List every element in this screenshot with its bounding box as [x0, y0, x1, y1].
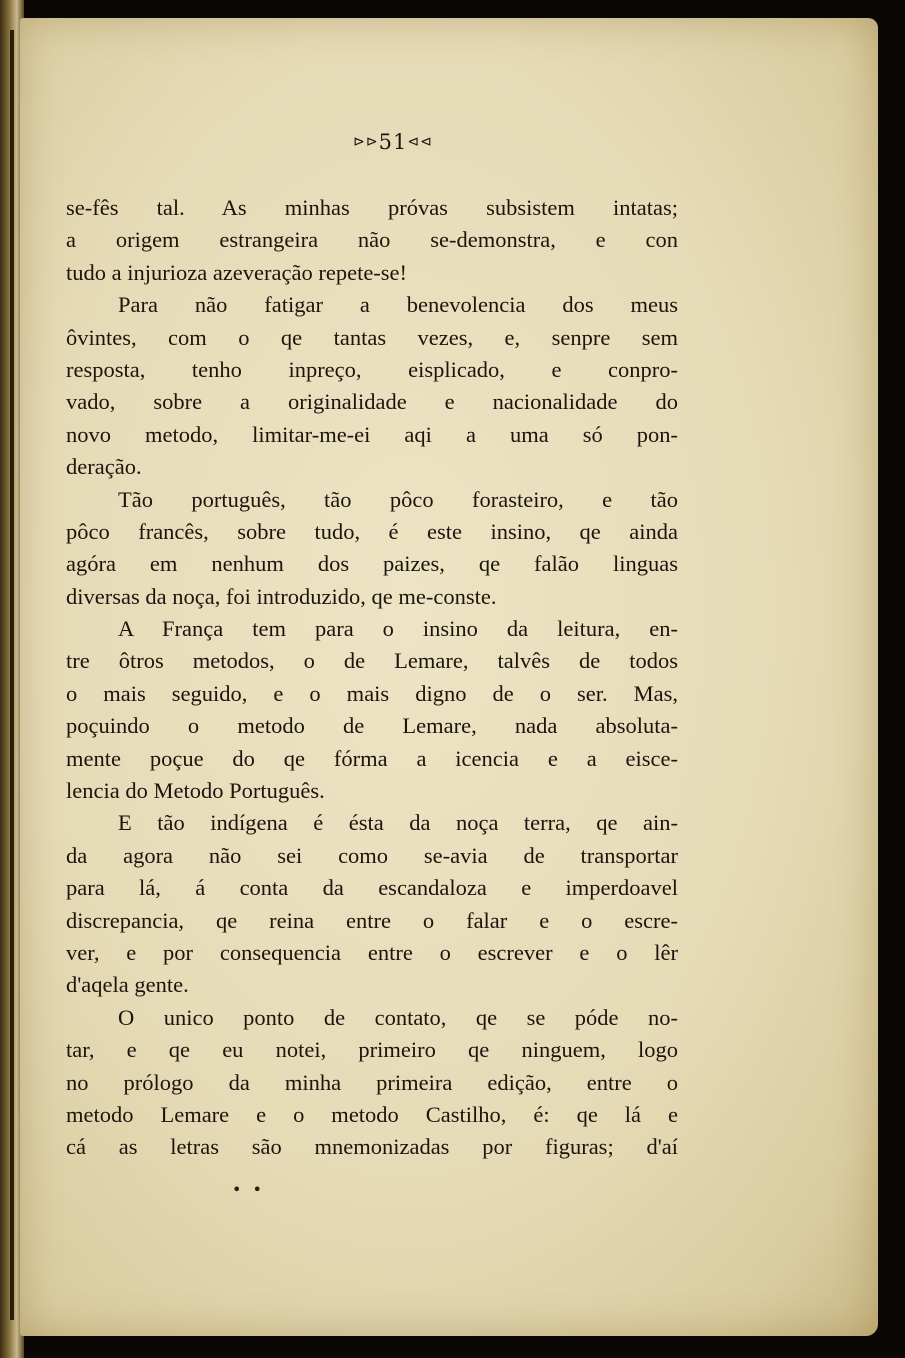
- text-line: Para não fatigar a benevolencia dos meus: [118, 292, 678, 318]
- page-number-header: [328, 130, 458, 154]
- page-number: 51: [378, 130, 408, 154]
- text-line: A França tem para o insino da leitura, en-: [118, 616, 678, 642]
- text-line: agóra em nenhum dos paizes, qe falão linguas: [66, 551, 678, 577]
- text-line: diversas da noça, foi introduzido, qe me-conste.: [66, 583, 497, 609]
- text-line: vado, sobre a originalidade e nacionalidade do: [66, 389, 678, 415]
- text-line: lencia do Metodo Português.: [66, 778, 325, 804]
- body-text: [66, 192, 678, 1164]
- text-line: pôco francês, sobre tudo, é este insino, qe ainda: [66, 518, 678, 544]
- text-line: tar, e qe eu notei, primeiro qe ninguem, logo: [66, 1037, 678, 1063]
- text-line: ôvintes, com o qe tantas vezes, e, senpre sem: [66, 324, 678, 350]
- text-line: no prólogo da minha primeira edição, entre o: [66, 1069, 678, 1095]
- text-line: discrepancia, qe reina entre o falar e o escre-: [66, 907, 678, 933]
- footer-mark: • •: [232, 1180, 265, 1199]
- text-line: a origem estrangeira não se-demonstra, e con: [66, 227, 678, 253]
- text-line: poçuindo o metodo de Lemare, nada absoluta-: [66, 713, 678, 739]
- text-line: da agora não sei como se-avia de transportar: [66, 842, 678, 868]
- text-line: ver, e por consequencia entre o escrever e o lêr: [66, 939, 678, 965]
- text-line: deração.: [66, 454, 142, 480]
- text-line: o mais seguido, e o mais digno de o ser. Mas,: [66, 680, 678, 706]
- ornament-right: ⊲⊲: [407, 134, 433, 150]
- text-line: d'aqela gente.: [66, 972, 189, 998]
- text-line: novo metodo, limitar-me-ei aqi a uma só pon-: [66, 421, 678, 447]
- text-line: mente poçue do qe fórma a icencia e a eisce-: [66, 745, 678, 771]
- text-line: Tão português, tão pôco forasteiro, e tão: [118, 486, 678, 512]
- text-line: metodo Lemare e o metodo Castilho, é: qe lá e: [66, 1101, 678, 1127]
- text-line: se-fês tal. As minhas próvas subsistem intatas;: [66, 195, 678, 220]
- text-line: resposta, tenho inpreço, eisplicado, e conpro-: [66, 356, 678, 382]
- text-line: para lá, á conta da escandaloza e imperdoavel: [66, 875, 678, 901]
- text-line: tudo a injurioza azeveração repete-se!: [66, 259, 408, 285]
- ornament-left: ⊳⊳: [353, 134, 379, 150]
- text-line: tre ôtros metodos, o de Lemare, talvês de todos: [66, 648, 678, 674]
- text-line: E tão indígena é ésta da noça terra, qe ain-: [118, 810, 678, 836]
- binding-shadow: [10, 30, 14, 1320]
- text-line: cá as letras são mnemonizadas por figuras; d'aí: [66, 1134, 678, 1160]
- text-line: O unico ponto de contato, qe se póde no-: [118, 1004, 678, 1030]
